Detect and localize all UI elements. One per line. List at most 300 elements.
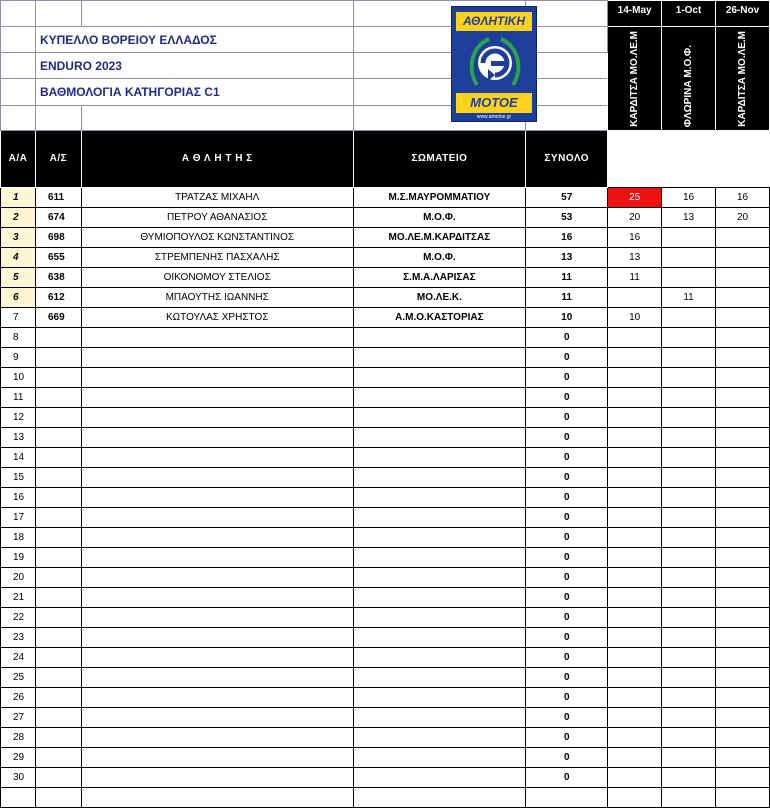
club-cell xyxy=(353,787,526,807)
club-cell xyxy=(353,467,526,487)
table-row xyxy=(1,667,770,687)
rank-cell: 8 xyxy=(1,327,36,347)
race-points-cell xyxy=(662,787,716,807)
total-cell: 0 xyxy=(526,727,608,747)
race-points-cell xyxy=(662,627,716,647)
race-points-cell xyxy=(716,727,770,747)
rider-name-cell: ΣΤΡΕΜΠΕΝΗΣ ΠΑΣΧΑΛΗΣ xyxy=(81,247,353,267)
header-blank xyxy=(526,53,608,79)
race-points-cell xyxy=(716,607,770,627)
rank-cell: 14 xyxy=(1,447,36,467)
total-cell: 11 xyxy=(526,287,608,307)
table-row xyxy=(1,627,770,647)
rider-name-cell xyxy=(81,507,353,527)
rank-cell: 28 xyxy=(1,727,36,747)
club-cell xyxy=(353,667,526,687)
race-points-cell xyxy=(716,547,770,567)
rank-cell: 7 xyxy=(1,307,36,327)
total-cell: 0 xyxy=(526,707,608,727)
race-points-cell xyxy=(608,467,662,487)
race-points-cell xyxy=(662,707,716,727)
table-row xyxy=(1,787,770,807)
amotoe-logo xyxy=(451,6,537,122)
rider-name-cell: ΜΠΑΟΥΤΗΣ ΙΩΑΝΝΗΣ xyxy=(81,287,353,307)
race-points-cell xyxy=(662,247,716,267)
race-points-cell xyxy=(716,587,770,607)
table-row xyxy=(1,567,770,587)
rider-number-cell: 669 xyxy=(35,307,81,327)
race-points-cell xyxy=(716,467,770,487)
race-points-cell xyxy=(662,687,716,707)
table-row xyxy=(1,767,770,787)
race-points-cell xyxy=(608,607,662,627)
club-cell xyxy=(353,567,526,587)
club-cell xyxy=(353,347,526,367)
race-points-cell xyxy=(662,447,716,467)
total-cell: 13 xyxy=(526,247,608,267)
club-cell xyxy=(353,767,526,787)
club-cell xyxy=(353,627,526,647)
race-points-cell xyxy=(716,367,770,387)
race-points-cell: 11 xyxy=(662,287,716,307)
rank-cell: 9 xyxy=(1,347,36,367)
rank-cell: 5 xyxy=(1,267,36,287)
rider-number-cell: 611 xyxy=(35,187,81,207)
rider-name-cell xyxy=(81,787,353,807)
rider-number-cell: 638 xyxy=(35,267,81,287)
total-cell: 0 xyxy=(526,567,608,587)
rider-name-cell: ΟΙΚΟΝΟΜΟΥ ΣΤΕΛΙΟΣ xyxy=(81,267,353,287)
rider-name-cell xyxy=(81,547,353,567)
table-row xyxy=(1,367,770,387)
race-name-3 xyxy=(716,27,770,131)
table-row xyxy=(1,327,770,347)
col-rank: Α/Α xyxy=(1,130,36,187)
rank-cell xyxy=(1,787,36,807)
race-name-2-text: ΦΛΩΡΙΝΑ Μ.Ο.Φ. xyxy=(682,44,694,127)
total-cell: 0 xyxy=(526,447,608,467)
total-cell: 0 xyxy=(526,547,608,567)
race-points-cell xyxy=(608,427,662,447)
rider-name-cell: ΤΡΑΤΖΑΣ ΜΙΧΑΗΛ xyxy=(81,187,353,207)
race-points-cell xyxy=(608,367,662,387)
rider-name-cell xyxy=(81,727,353,747)
club-cell: ΜΟ.ΛΕ.Κ. xyxy=(353,287,526,307)
header-blank xyxy=(526,27,608,53)
rank-cell: 30 xyxy=(1,767,36,787)
race-points-cell xyxy=(716,687,770,707)
table-row xyxy=(1,687,770,707)
race-points-cell: 20 xyxy=(608,207,662,227)
race-points-cell xyxy=(608,487,662,507)
race-points-cell xyxy=(662,567,716,587)
race-points-cell xyxy=(662,387,716,407)
rank-cell: 23 xyxy=(1,627,36,647)
total-cell: 0 xyxy=(526,347,608,367)
header-blank xyxy=(526,79,608,105)
rank-cell: 17 xyxy=(1,507,36,527)
rider-number-cell xyxy=(35,567,81,587)
race-name-1 xyxy=(608,27,662,131)
table-row xyxy=(1,187,770,207)
club-cell xyxy=(353,387,526,407)
race-points-cell xyxy=(716,747,770,767)
race-points-cell: 10 xyxy=(608,307,662,327)
club-cell xyxy=(353,687,526,707)
race-points-cell xyxy=(716,707,770,727)
table-row xyxy=(1,467,770,487)
total-cell: 0 xyxy=(526,767,608,787)
table-row xyxy=(1,527,770,547)
race-points-cell xyxy=(662,467,716,487)
header-blank xyxy=(526,105,608,130)
club-cell xyxy=(353,587,526,607)
table-row xyxy=(1,547,770,567)
rider-number-cell xyxy=(35,447,81,467)
total-cell: 0 xyxy=(526,687,608,707)
category-title: ΒΑΘΜΟΛΟΓΙΑ ΚΑΤΗΓΟΡΙΑΣ C1 xyxy=(35,79,353,105)
rider-number-cell xyxy=(35,767,81,787)
race-points-cell xyxy=(608,587,662,607)
rider-name-cell: ΚΩΤΟΥΛΑΣ ΧΡΗΣΤΟΣ xyxy=(81,307,353,327)
table-row xyxy=(1,427,770,447)
total-cell: 0 xyxy=(526,327,608,347)
rider-name-cell: ΠΕΤΡΟΥ ΑΘΑΝΑΣΙΟΣ xyxy=(81,207,353,227)
race-points-cell xyxy=(662,267,716,287)
race-points-cell: 13 xyxy=(608,247,662,267)
rider-number-cell xyxy=(35,627,81,647)
race-name-3-text: ΚΑΡΔΙΤΣΑ ΜΟ.ΛΕ.Μ xyxy=(736,31,748,127)
race-points-cell xyxy=(716,227,770,247)
race-points-cell xyxy=(662,727,716,747)
race-points-cell: 25 xyxy=(608,187,662,207)
rider-name-cell xyxy=(81,527,353,547)
club-cell: Α.Μ.Ο.ΚΑΣΤΟΡΙΑΣ xyxy=(353,307,526,327)
race-points-cell xyxy=(608,687,662,707)
table-row xyxy=(1,207,770,227)
standings-rows xyxy=(1,187,770,807)
race-points-cell: 13 xyxy=(662,207,716,227)
race-points-cell xyxy=(716,487,770,507)
rider-number-cell xyxy=(35,647,81,667)
header-blank xyxy=(1,27,36,53)
race-date-2: 1-Oct xyxy=(662,1,716,27)
table-row xyxy=(1,587,770,607)
race-date-3: 26-Nov xyxy=(716,1,770,27)
rank-cell: 12 xyxy=(1,407,36,427)
race-points-cell xyxy=(608,727,662,747)
rank-cell: 2 xyxy=(1,207,36,227)
rank-cell: 20 xyxy=(1,567,36,587)
rider-name-cell xyxy=(81,687,353,707)
header-blank xyxy=(35,1,81,27)
race-points-cell xyxy=(608,527,662,547)
rider-number-cell xyxy=(35,787,81,807)
table-row xyxy=(1,647,770,667)
rider-name-cell xyxy=(81,407,353,427)
race-points-cell xyxy=(608,547,662,567)
rider-number-cell: 655 xyxy=(35,247,81,267)
race-points-cell xyxy=(716,447,770,467)
race-points-cell xyxy=(716,247,770,267)
rank-cell: 15 xyxy=(1,467,36,487)
rider-name-cell xyxy=(81,747,353,767)
race-points-cell xyxy=(662,327,716,347)
total-cell: 0 xyxy=(526,747,608,767)
race-points-cell xyxy=(716,267,770,287)
col-number: Α/Σ xyxy=(35,130,81,187)
rider-number-cell xyxy=(35,667,81,687)
table-row xyxy=(1,267,770,287)
club-cell: Μ.Ο.Φ. xyxy=(353,247,526,267)
club-cell xyxy=(353,547,526,567)
race-points-cell xyxy=(608,447,662,467)
table-row xyxy=(1,747,770,767)
rank-cell: 19 xyxy=(1,547,36,567)
race-points-cell xyxy=(662,667,716,687)
total-cell: 0 xyxy=(526,427,608,447)
table-row xyxy=(1,447,770,467)
rank-cell: 16 xyxy=(1,487,36,507)
rider-name-cell xyxy=(81,667,353,687)
club-cell xyxy=(353,447,526,467)
total-cell: 53 xyxy=(526,207,608,227)
race-points-cell xyxy=(662,427,716,447)
table-row xyxy=(1,707,770,727)
total-cell: 10 xyxy=(526,307,608,327)
race-points-cell xyxy=(662,607,716,627)
header-blank xyxy=(81,1,353,27)
rider-number-cell xyxy=(35,467,81,487)
race-points-cell: 20 xyxy=(716,207,770,227)
col-rider: Α Θ Λ Η Τ Η Σ xyxy=(81,130,353,187)
race-points-cell xyxy=(662,527,716,547)
race-points-cell: 16 xyxy=(716,187,770,207)
table-row xyxy=(1,307,770,327)
race-points-cell xyxy=(716,387,770,407)
rider-name-cell: ΘΥΜΙΟΠΟΥΛΟΣ ΚΩΝΣΤΑΝΤΙΝΟΣ xyxy=(81,227,353,247)
rider-name-cell xyxy=(81,627,353,647)
rider-name-cell xyxy=(81,427,353,447)
total-cell: 57 xyxy=(526,187,608,207)
club-cell xyxy=(353,487,526,507)
rank-cell: 27 xyxy=(1,707,36,727)
total-cell: 0 xyxy=(526,507,608,527)
race-points-cell xyxy=(662,547,716,567)
race-points-cell xyxy=(716,527,770,547)
col-club: ΣΩΜΑΤΕΙΟ xyxy=(353,130,526,187)
rider-name-cell xyxy=(81,347,353,367)
total-cell xyxy=(526,787,608,807)
rider-name-cell xyxy=(81,327,353,347)
page-subtitle: ENDURO 2023 xyxy=(35,53,353,79)
logo-emblem-icon xyxy=(469,35,521,89)
rank-cell: 6 xyxy=(1,287,36,307)
table-row xyxy=(1,287,770,307)
table-row xyxy=(1,227,770,247)
race-points-cell xyxy=(608,707,662,727)
total-cell: 0 xyxy=(526,367,608,387)
club-cell xyxy=(353,427,526,447)
header-blank xyxy=(35,105,81,130)
race-points-cell xyxy=(662,407,716,427)
club-cell xyxy=(353,647,526,667)
rider-name-cell xyxy=(81,587,353,607)
race-points-cell xyxy=(662,487,716,507)
total-cell: 0 xyxy=(526,607,608,627)
race-points-cell xyxy=(716,407,770,427)
rank-cell: 4 xyxy=(1,247,36,267)
total-cell: 0 xyxy=(526,587,608,607)
table-row xyxy=(1,247,770,267)
rider-number-cell: 674 xyxy=(35,207,81,227)
race-points-cell xyxy=(716,627,770,647)
logo-top-text: ΑΘΛΗΤΙΚΗ xyxy=(456,12,532,31)
rider-number-cell xyxy=(35,747,81,767)
total-cell: 0 xyxy=(526,407,608,427)
table-row xyxy=(1,347,770,367)
race-name-1-text: ΚΑΡΔΙΤΣΑ ΜΟ.ΛΕ.Μ xyxy=(628,31,640,127)
rider-number-cell xyxy=(35,347,81,367)
race-points-cell xyxy=(716,667,770,687)
race-points-cell xyxy=(662,367,716,387)
rider-name-cell xyxy=(81,447,353,467)
header-blank xyxy=(526,1,608,27)
race-points-cell xyxy=(608,627,662,647)
race-points-cell xyxy=(662,507,716,527)
rider-number-cell xyxy=(35,527,81,547)
rank-cell: 3 xyxy=(1,227,36,247)
race-points-cell: 16 xyxy=(662,187,716,207)
rider-number-cell xyxy=(35,687,81,707)
table-row xyxy=(1,387,770,407)
total-cell: 0 xyxy=(526,667,608,687)
race-points-cell xyxy=(716,567,770,587)
total-cell: 0 xyxy=(526,487,608,507)
table-row xyxy=(1,507,770,527)
col-total: ΣΥΝΟΛΟ xyxy=(526,130,608,187)
logo-bottom-text: ΜΟΤΟΕ xyxy=(456,93,532,113)
total-cell: 0 xyxy=(526,387,608,407)
race-points-cell xyxy=(716,767,770,787)
rank-cell: 1 xyxy=(1,187,36,207)
rank-cell: 26 xyxy=(1,687,36,707)
table-row xyxy=(1,407,770,427)
table-row xyxy=(1,607,770,627)
header-blank xyxy=(81,105,353,130)
rider-number-cell xyxy=(35,607,81,627)
race-points-cell xyxy=(608,387,662,407)
race-points-cell xyxy=(608,507,662,527)
rider-number-cell xyxy=(35,727,81,747)
club-cell xyxy=(353,367,526,387)
total-cell: 11 xyxy=(526,267,608,287)
rank-cell: 21 xyxy=(1,587,36,607)
table-row xyxy=(1,487,770,507)
race-points-cell xyxy=(716,647,770,667)
club-cell xyxy=(353,527,526,547)
race-points-cell xyxy=(716,787,770,807)
rider-number-cell xyxy=(35,367,81,387)
rank-cell: 22 xyxy=(1,607,36,627)
race-points-cell xyxy=(662,767,716,787)
rank-cell: 29 xyxy=(1,747,36,767)
race-points-cell xyxy=(608,767,662,787)
race-points-cell xyxy=(608,347,662,367)
rider-number-cell: 698 xyxy=(35,227,81,247)
total-cell: 16 xyxy=(526,227,608,247)
header-blank xyxy=(1,79,36,105)
rider-number-cell xyxy=(35,707,81,727)
race-points-cell: 11 xyxy=(608,267,662,287)
club-cell xyxy=(353,327,526,347)
rider-name-cell xyxy=(81,467,353,487)
race-points-cell xyxy=(608,747,662,767)
total-cell: 0 xyxy=(526,627,608,647)
rider-number-cell xyxy=(35,327,81,347)
rider-number-cell xyxy=(35,427,81,447)
header-blank xyxy=(1,53,36,79)
rider-name-cell xyxy=(81,367,353,387)
race-points-cell xyxy=(662,307,716,327)
race-points-cell xyxy=(716,507,770,527)
race-date-1: 14-May xyxy=(608,1,662,27)
race-name-2 xyxy=(662,27,716,131)
total-cell: 0 xyxy=(526,467,608,487)
rank-cell: 24 xyxy=(1,647,36,667)
rider-number-cell: 612 xyxy=(35,287,81,307)
club-cell xyxy=(353,727,526,747)
race-points-cell xyxy=(716,287,770,307)
rider-name-cell xyxy=(81,487,353,507)
rider-number-cell xyxy=(35,407,81,427)
race-points-cell xyxy=(608,667,662,687)
club-cell: Μ.Ο.Φ. xyxy=(353,207,526,227)
table-row xyxy=(1,727,770,747)
rank-cell: 10 xyxy=(1,367,36,387)
column-header-row xyxy=(1,130,770,187)
race-points-cell xyxy=(662,227,716,247)
rider-number-cell xyxy=(35,487,81,507)
race-points-cell xyxy=(716,307,770,327)
rider-name-cell xyxy=(81,767,353,787)
race-points-cell xyxy=(608,787,662,807)
rank-cell: 11 xyxy=(1,387,36,407)
club-cell xyxy=(353,407,526,427)
rider-number-cell xyxy=(35,387,81,407)
rank-cell: 25 xyxy=(1,667,36,687)
race-points-cell xyxy=(608,327,662,347)
club-cell xyxy=(353,707,526,727)
total-cell: 0 xyxy=(526,527,608,547)
rider-name-cell xyxy=(81,387,353,407)
rider-name-cell xyxy=(81,707,353,727)
rider-name-cell xyxy=(81,647,353,667)
club-cell xyxy=(353,507,526,527)
rank-cell: 13 xyxy=(1,427,36,447)
club-cell: ΜΟ.ΛΕ.Μ.ΚΑΡΔΙΤΣΑΣ xyxy=(353,227,526,247)
club-cell: Σ.Μ.Α.ΛΑΡΙΣΑΣ xyxy=(353,267,526,287)
rider-number-cell xyxy=(35,507,81,527)
race-points-cell xyxy=(716,327,770,347)
race-points-cell xyxy=(608,567,662,587)
race-points-cell xyxy=(608,287,662,307)
rider-number-cell xyxy=(35,547,81,567)
race-points-cell xyxy=(662,747,716,767)
race-points-cell xyxy=(662,347,716,367)
race-points-cell xyxy=(608,647,662,667)
total-cell: 0 xyxy=(526,647,608,667)
